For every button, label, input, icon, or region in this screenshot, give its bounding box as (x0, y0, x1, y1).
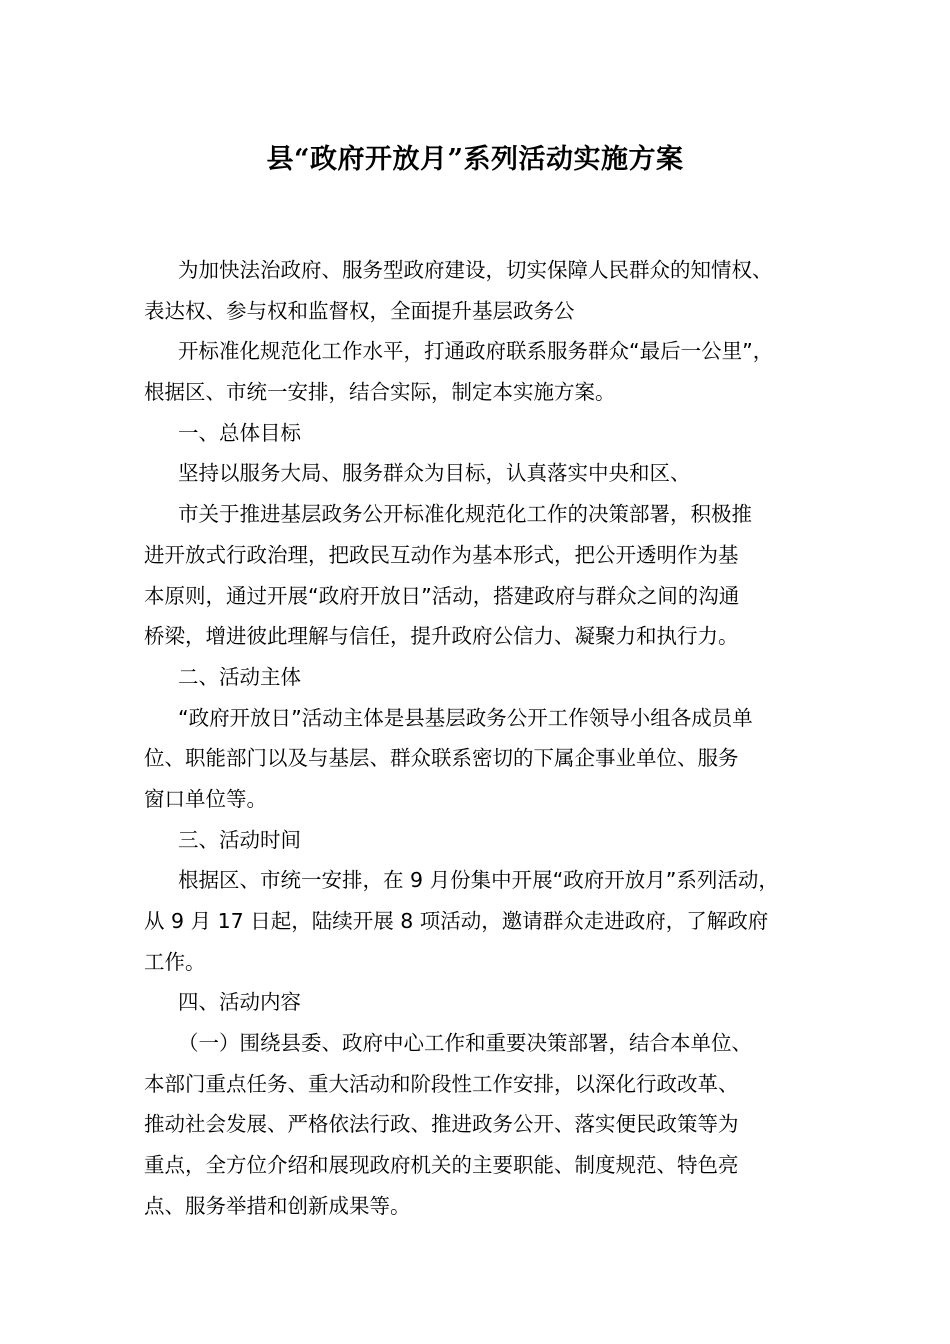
paragraph-line: （一）围绕县委、政府中心工作和重要决策部署，结合本单位、 (178, 1031, 752, 1056)
paragraph-line: 根据区、市统一安排，在 9 月份集中开展“政府开放月”系列活动， (178, 868, 779, 893)
paragraph-line: 开标准化规范化工作水平，打通政府联系服务群众“最后一公里”， (178, 339, 774, 364)
paragraph-line: 市关于推进基层政务公开标准化规范化工作的决策部署，积极推 (178, 502, 752, 527)
paragraph-line: 本部门重点任务、重大活动和阶段性工作安排，以深化行政改革、 (144, 1071, 739, 1096)
paragraph-line: 推动社会发展、严格依法行政、推进政务公开、落实便民政策等为 (144, 1112, 739, 1137)
paragraph-line: 坚持以服务大局、服务群众为目标，认真落实中央和区、 (178, 461, 691, 486)
paragraph-line: 进开放式行政治理，把政民互动作为基本形式，把公开透明作为基 (144, 542, 739, 567)
paragraph-line: 为加快法治政府、服务型政府建设，切实保障人民群众的知情权、 (178, 258, 773, 282)
section-heading: 一、总体目标 (178, 420, 301, 445)
paragraph-line: 工作。 (144, 949, 206, 974)
paragraph-line: 桥梁，增进彼此理解与信任，提升政府公信力、凝聚力和执行力。 (144, 624, 739, 649)
paragraph-line: 位、职能部门以及与基层、群众联系密切的下属企事业单位、服务 (144, 746, 739, 771)
paragraph-line: 点、服务举措和创新成果等。 (144, 1193, 411, 1218)
paragraph-line: 表达权、参与权和监督权，全面提升基层政务公 (144, 298, 575, 323)
section-heading: 三、活动时间 (178, 827, 301, 852)
paragraph-line: 本原则，通过开展“政府开放日”活动，搭建政府与群众之间的沟通 (144, 583, 740, 608)
paragraph-line: 根据区、市统一安排，结合实际，制定本实施方案。 (144, 380, 616, 405)
paragraph-line: 窗口单位等。 (144, 786, 267, 811)
paragraph-line: 重点，全方位介绍和展现政府机关的主要职能、制度规范、特色亮 (144, 1153, 739, 1178)
document-title: 县“政府开放月”系列活动实施方案 (266, 144, 684, 175)
paragraph-line: 从 9 月 17 日起，陆续开展 8 项活动，邀请群众走进政府，了解政府 (144, 909, 769, 933)
document-body (144, 250, 809, 1227)
section-heading: 四、活动内容 (178, 990, 301, 1015)
section-heading: 二、活动主体 (178, 664, 301, 689)
paragraph-line: “政府开放日”活动主体是县基层政务公开工作领导小组各成员单 (178, 705, 753, 730)
